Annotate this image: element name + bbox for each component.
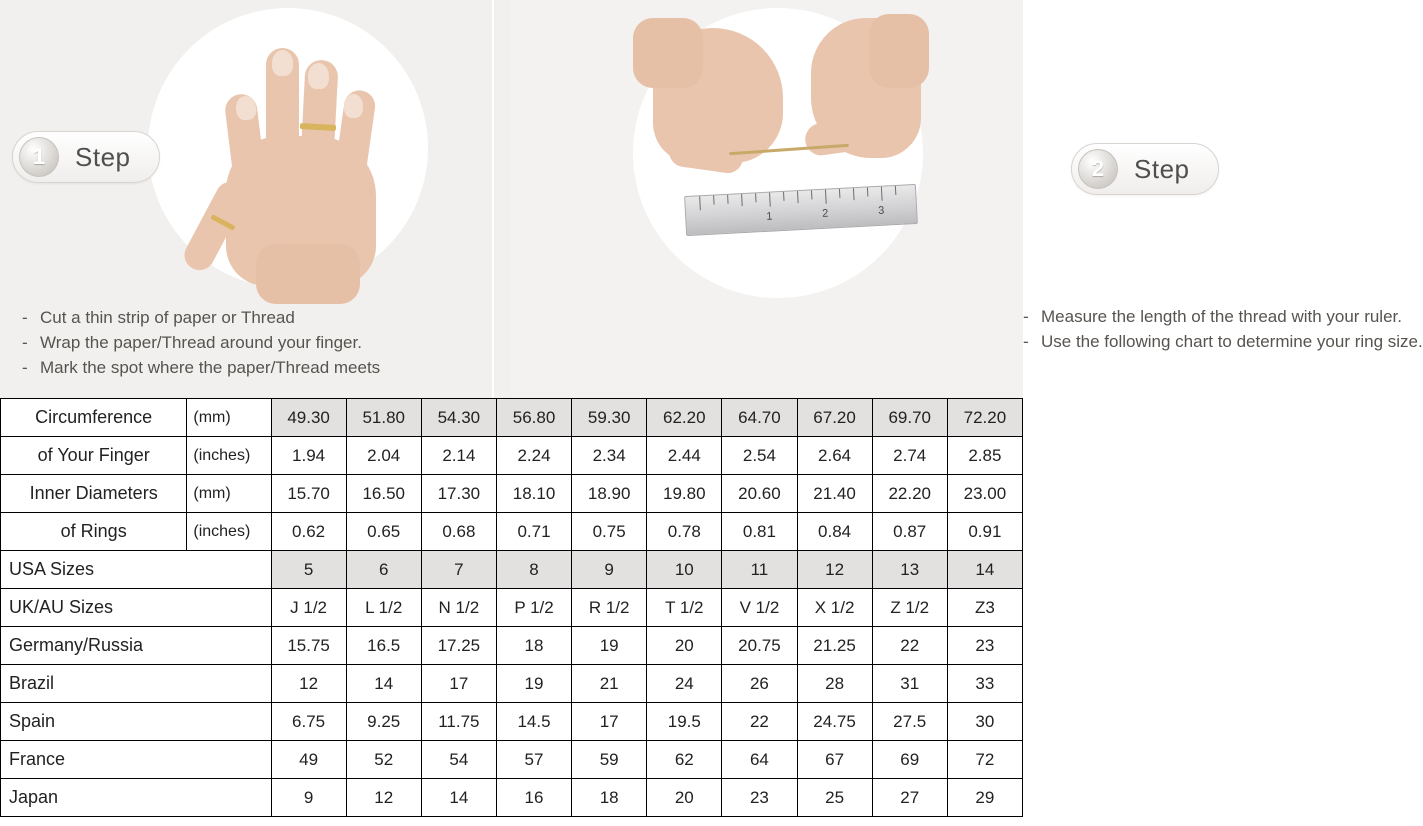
step-1-instructions	[22, 305, 380, 380]
table-row	[1, 741, 1023, 779]
cell: 23	[722, 779, 797, 817]
cell: X 1/2	[797, 589, 872, 627]
cell: 51.80	[346, 399, 421, 437]
table-row	[1, 513, 1023, 551]
cell: 26	[722, 665, 797, 703]
cell: 56.80	[496, 399, 571, 437]
cell: 23.00	[947, 475, 1022, 513]
cell: 23	[947, 627, 1022, 665]
cell: 16.5	[346, 627, 421, 665]
cell: 12	[797, 551, 872, 589]
cell: 2.64	[797, 437, 872, 475]
hand-illustration	[148, 8, 428, 288]
cell: 33	[947, 665, 1022, 703]
cell: 7	[421, 551, 496, 589]
cell: 72.20	[947, 399, 1022, 437]
cell: 2.24	[496, 437, 571, 475]
cell: 29	[947, 779, 1022, 817]
cell: 15.75	[271, 627, 346, 665]
dash-bullet: -	[1023, 332, 1029, 351]
cell: 0.81	[722, 513, 797, 551]
cell: 2.44	[647, 437, 722, 475]
cell: 0.91	[947, 513, 1022, 551]
cell: 10	[647, 551, 722, 589]
cell: 62	[647, 741, 722, 779]
steps-area	[0, 0, 1423, 398]
step-2-badge	[1071, 143, 1219, 195]
cell: 72	[947, 741, 1022, 779]
cell: 11	[722, 551, 797, 589]
row-label: UK/AU Sizes	[1, 589, 272, 627]
step-2-number: 2	[1078, 149, 1118, 189]
cell: J 1/2	[271, 589, 346, 627]
row-label: of Your Finger	[1, 437, 187, 475]
instruction-text: Measure the length of the thread with your ruler.	[1041, 307, 1402, 326]
instruction-line	[1023, 304, 1423, 329]
cell: 13	[872, 551, 947, 589]
instruction-line	[22, 330, 380, 355]
cell: 27	[872, 779, 947, 817]
step-panel-2	[511, 0, 1423, 398]
cell: T 1/2	[647, 589, 722, 627]
cell: P 1/2	[496, 589, 571, 627]
cell: 59.30	[572, 399, 647, 437]
cell: R 1/2	[572, 589, 647, 627]
cell: 31	[872, 665, 947, 703]
cell: 2.85	[947, 437, 1022, 475]
cell: 9	[271, 779, 346, 817]
cell: 20.75	[722, 627, 797, 665]
cell: 6.75	[271, 703, 346, 741]
cell: 69	[872, 741, 947, 779]
row-label: of Rings	[1, 513, 187, 551]
cell: V 1/2	[722, 589, 797, 627]
instruction-line	[1023, 329, 1423, 354]
cell: 14	[346, 665, 421, 703]
cell: 49	[271, 741, 346, 779]
cell: 21.25	[797, 627, 872, 665]
row-unit: (inches)	[187, 437, 271, 475]
dash-bullet: -	[22, 333, 28, 352]
cell: 69.70	[872, 399, 947, 437]
cell: 2.14	[421, 437, 496, 475]
cell: Z3	[947, 589, 1022, 627]
table-row	[1, 475, 1023, 513]
cell: 2.74	[872, 437, 947, 475]
instruction-text: Mark the spot where the paper/Thread meets	[40, 358, 381, 377]
row-label: USA Sizes	[1, 551, 272, 589]
cell: 49.30	[271, 399, 346, 437]
cell: 17	[421, 665, 496, 703]
cell: 15.70	[271, 475, 346, 513]
cell: 62.20	[647, 399, 722, 437]
ring-size-table-wrap	[0, 398, 1023, 817]
row-label: Spain	[1, 703, 272, 741]
cell: 12	[271, 665, 346, 703]
cell: 19	[496, 665, 571, 703]
cell: 64	[722, 741, 797, 779]
cell: 19.5	[647, 703, 722, 741]
table-row	[1, 703, 1023, 741]
row-unit: (mm)	[187, 399, 271, 437]
table-row	[1, 665, 1023, 703]
ruler	[684, 184, 918, 236]
table-row	[1, 589, 1023, 627]
cell: Z 1/2	[872, 589, 947, 627]
cell: 9	[572, 551, 647, 589]
cell: 1.94	[271, 437, 346, 475]
cell: 6	[346, 551, 421, 589]
table-row	[1, 437, 1023, 475]
instruction-line	[22, 305, 380, 330]
cell: 52	[346, 741, 421, 779]
cell: 64.70	[722, 399, 797, 437]
cell: 57	[496, 741, 571, 779]
ring-size-table	[0, 398, 1023, 817]
cell: 24	[647, 665, 722, 703]
cell: 17.30	[421, 475, 496, 513]
cell: 0.87	[872, 513, 947, 551]
cell: 21.40	[797, 475, 872, 513]
row-label: Inner Diameters	[1, 475, 187, 513]
cell: 9.25	[346, 703, 421, 741]
cell: 14	[947, 551, 1022, 589]
cell: 14	[421, 779, 496, 817]
cell: 19	[572, 627, 647, 665]
cell: 2.54	[722, 437, 797, 475]
step-1-photo	[148, 8, 428, 288]
cell: 0.62	[271, 513, 346, 551]
cell: 67	[797, 741, 872, 779]
cell: 18.90	[572, 475, 647, 513]
cell: 22	[722, 703, 797, 741]
dash-bullet: -	[22, 308, 28, 327]
cell: 16.50	[346, 475, 421, 513]
cell: 18	[496, 627, 571, 665]
row-label: France	[1, 741, 272, 779]
cell: 11.75	[421, 703, 496, 741]
cell: 20	[647, 627, 722, 665]
dash-bullet: -	[1023, 307, 1029, 326]
ruler-mark-3: 3	[877, 204, 885, 217]
cell: 2.04	[346, 437, 421, 475]
panel-divider	[492, 0, 494, 398]
step-1-badge	[12, 131, 160, 183]
cell: 21	[572, 665, 647, 703]
instruction-text: Use the following chart to determine your ring size.	[1041, 332, 1423, 351]
ruler-mark-1: 1	[765, 210, 773, 223]
table-row	[1, 627, 1023, 665]
table-row	[1, 551, 1023, 589]
ruler-mark-2: 2	[821, 207, 829, 220]
cell: 5	[271, 551, 346, 589]
cell: 0.71	[496, 513, 571, 551]
cell: 30	[947, 703, 1022, 741]
cell: 0.65	[346, 513, 421, 551]
step-1-word: Step	[75, 141, 131, 172]
cell: 16	[496, 779, 571, 817]
cell: L 1/2	[346, 589, 421, 627]
cell: 2.34	[572, 437, 647, 475]
step-panel-1	[0, 0, 511, 398]
table-row	[1, 779, 1023, 817]
step-1-number: 1	[19, 137, 59, 177]
step-2-instructions	[1023, 304, 1423, 354]
cell: 22.20	[872, 475, 947, 513]
row-label: Germany/Russia	[1, 627, 272, 665]
cell: 59	[572, 741, 647, 779]
row-label: Japan	[1, 779, 272, 817]
step-2-word: Step	[1134, 153, 1190, 184]
cell: 0.78	[647, 513, 722, 551]
cell: N 1/2	[421, 589, 496, 627]
cell: 54.30	[421, 399, 496, 437]
row-label: Brazil	[1, 665, 272, 703]
cell: 14.5	[496, 703, 571, 741]
cell: 67.20	[797, 399, 872, 437]
step-2-photo	[633, 8, 923, 298]
row-unit: (inches)	[187, 513, 271, 551]
cell: 0.84	[797, 513, 872, 551]
cell: 12	[346, 779, 421, 817]
cell: 18	[572, 779, 647, 817]
cell: 20.60	[722, 475, 797, 513]
cell: 25	[797, 779, 872, 817]
cell: 19.80	[647, 475, 722, 513]
cell: 24.75	[797, 703, 872, 741]
cell: 0.68	[421, 513, 496, 551]
cell: 17.25	[421, 627, 496, 665]
cell: 8	[496, 551, 571, 589]
cell: 20	[647, 779, 722, 817]
row-unit: (mm)	[187, 475, 271, 513]
row-label: Circumference	[1, 399, 187, 437]
cell: 18.10	[496, 475, 571, 513]
cell: 0.75	[572, 513, 647, 551]
cell: 54	[421, 741, 496, 779]
table-row	[1, 399, 1023, 437]
hand-with-ruler-illustration	[633, 8, 923, 298]
cell: 28	[797, 665, 872, 703]
dash-bullet: -	[22, 358, 28, 377]
instruction-line	[22, 355, 380, 380]
instruction-text: Wrap the paper/Thread around your finger.	[40, 333, 362, 352]
cell: 22	[872, 627, 947, 665]
cell: 17	[572, 703, 647, 741]
instruction-text: Cut a thin strip of paper or Thread	[40, 308, 295, 327]
cell: 27.5	[872, 703, 947, 741]
